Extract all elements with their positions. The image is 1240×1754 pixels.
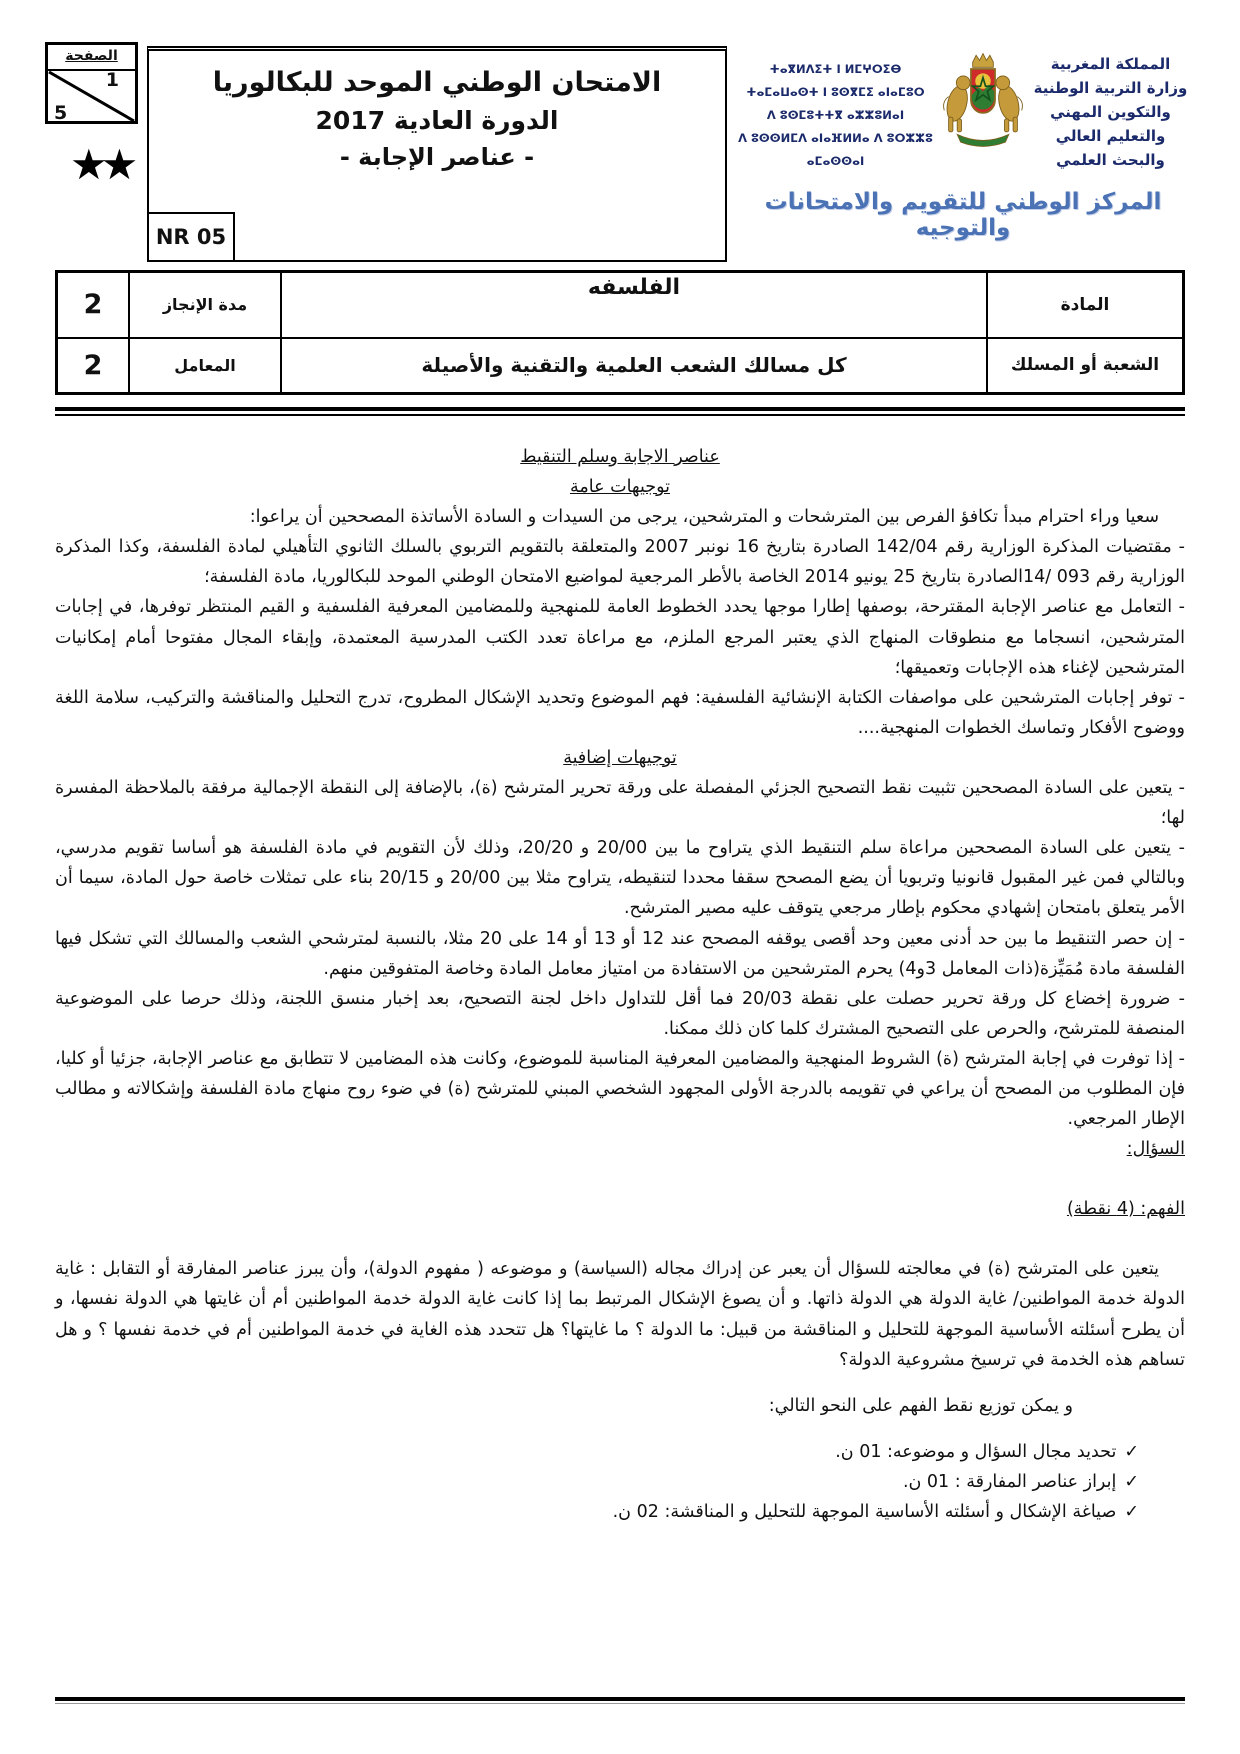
tifinagh-line: ⵜⴰⵎⴰⵡⴰⵙⵜ ⵏ ⵓⵙⴳⵎⵉ ⴰⵏⴰⵎⵓⵔ — [746, 85, 925, 99]
coefficient-value-cell: 2 — [57, 338, 130, 394]
page-footer-rule — [55, 1697, 1185, 1704]
page-fraction — [48, 71, 135, 122]
tifinagh-line: ⴷ ⵓⵙⵎⵓⵜⵜⴳ ⴰⵣⵣⵓⵍⴰⵏ — [766, 108, 905, 122]
checkmark-icon: ✓ — [1124, 1502, 1139, 1522]
page-total: 5 — [54, 102, 68, 124]
checklist-item-text: صياغة الإشكال و أسئلته الأساسية الموجهة للتحليل و المناقشة: 02 ن. — [612, 1502, 1117, 1522]
morocco-coat-of-arms-icon — [940, 48, 1026, 152]
ministry-line: وزارة التربية الوطنية — [1033, 79, 1188, 97]
paragraph-partial-marks: - يتعين على السادة المصححين تثبيت نقط التصحيح الجزئي المفصلة على ورقة تحرير المترشح (ة)، بالإضافة إلى النقطة الإجمالية مرفقة بالملاحظة المفسرة لها؛ — [55, 778, 1185, 829]
exam-title-line1: الامتحان الوطني الموحد للبكالوريا — [212, 67, 662, 98]
tifinagh-line: ⵜⴰⴳⵍⴷⵉⵜ ⵏ ⵍⵎⵖⵔⵉⴱ — [769, 62, 902, 76]
track-value-cell: كل مسالك الشعب العلمية والتقنية والأصيلة — [281, 338, 987, 394]
ministry-header-block — [733, 48, 1193, 241]
checklist-item-text: تحديد مجال السؤال و موضوعه: 01 ن. — [835, 1441, 1117, 1462]
page-label: الصفحة — [48, 45, 135, 71]
paragraph-comprehension: يتعين على المترشح (ة) في معالجته للسؤال أن يعبر عن إدراك مجاله (السياسة) و موضوعه ( مفهوم الدولة)، وأن يبرز عناصر المفارقة أو التقابل : غاية الدولة خدمة المواطنين/ غاية الدولة هي الدولة ذاتها. و أن يصوغ الإشكال المرتبط بما إذا كانت غاية الدولة خدمة المواطنين أم أن غايتها هي الدولة نفسها، و أن يطرح أسئلته الأساسية الموجهة للتحليل و المناقشة من قبيل: ما الدولة ؟ ما غايتها؟ هل تتحدد هذه الغاية في خدمة المواطنين أم في خدمة نفسها ؟ و هل تساهم هذه الخدمة في ترسيخ مشروعية الدولة؟ — [55, 1259, 1185, 1370]
tifinagh-line: ⴷ ⵓⵙⵙⵍⵎⴷ ⴰⵏⴰⴼⵍⵍⴰ ⴷ ⵓⵔⵣⵣⵓ ⴰⵎⴰⵙⵙⴰⵏ — [738, 131, 933, 168]
checklist-item — [55, 1497, 1139, 1527]
spacer — [55, 1375, 1185, 1391]
heading-comprehension-points: الفهم: (4 نقطة) — [1066, 1199, 1185, 1220]
table-row-track — [57, 338, 1184, 394]
table-row-subject — [57, 272, 1184, 338]
exam-title-line3: - عناصر الإجابة - — [339, 143, 535, 171]
section-heading-general-guidelines: توجيهات عامة — [570, 477, 670, 498]
paragraph-score-capping: - إن حصر التنقيط ما بين حد أدنى معين وحد أقصى يوقفه المصحح عند 12 أو 13 أو 14 على 20 مثلا، بالنسبة لمترشحي الشعب والمسالك التي تشكل فيها الفلسفة مادة مُمَيِّزة(ذات المعامل 3و4) يحرم المترشحين من الاستفادة من امتياز معامل المادة وخاصة المتفوقين منهم. — [55, 928, 1185, 979]
ministry-line: المملكة المغربية — [1050, 55, 1171, 73]
paragraph-points-distribution-intro: و يمكن توزيع نقط الفهم على النحو التالي: — [768, 1395, 1073, 1416]
paragraph-essay-specs: - توفر إجابات المترشحين على مواصفات الكتابة الإنشائية الفلسفية: فهم الموضوع وتحديد الإشكال المطروح، تدرج التحليل والمناقشة والتركيب، سلامة اللغة ووضوح الأفكار وتماسك الخطوات المنهجية.... — [55, 687, 1185, 738]
ministry-name-tifinagh — [733, 58, 938, 173]
subject-value-cell: الفلسفه — [281, 272, 987, 338]
coefficient-label-cell: المعامل — [129, 338, 281, 394]
exam-title-line2: الدورة العادية 2017 — [315, 106, 559, 135]
exam-info-table — [55, 270, 1185, 395]
subject-label-cell: المادة — [987, 272, 1184, 338]
difficulty-stars-icon: ★★ — [70, 140, 132, 189]
paragraph-grading-scale: - يتعين على السادة المصححين مراعاة سلم التنقيط الذي يتراوح ما بين 20/00 و 20/20، وذلك لأن التقويم في مادة الفلسفة هو أساسا تقويم مدرسي، وبالتالي فمن غير المقبول قانونيا وتربويا أن يضع المصحح سقفا محددا لتنقيطه، يتراوح مثلا بين 20/00 و 20/15 بناء على تمثلات خاصة حول المادة، سيما أن الأمر يتعلق بامتحان إشهادي محكوم بإطار مرجعي يتوقف عليه مصير المترشح. — [55, 838, 1186, 919]
header-separator-rule — [55, 407, 1185, 416]
points-checklist — [55, 1437, 1139, 1527]
duration-value-cell: 2 — [57, 272, 130, 338]
paragraph-answer-elements-frame: - التعامل مع عناصر الإجابة المقترحة، بوصفها إطارا موجها يحدد الخطوط العامة للمنهجية وللمضامين المعرفية الفلسفية و القيم المنتظر توفرها، في إجابات المترشحين، انسجاما مع منطوقات المنهاج الذي يعتبر المرجع الملزم، مع مراعاة تعدد الكتب المدرسية المعتمدة، وإبقاء المجال مفتوحا أمام إمكانيات المترشحين لإغناء هذه الإجابات وتعميقها؛ — [55, 597, 1185, 678]
exam-reference-code: NR 05 — [147, 212, 235, 262]
paragraph-intro: سعيا وراء احترام مبدأ تكافؤ الفرص بين المترشحات و المترشحين، يرجى من السيدات و السادة الأساتذة المصححين أن يراعوا: — [249, 507, 1159, 528]
checklist-item — [55, 1467, 1139, 1497]
checklist-item — [55, 1437, 1139, 1467]
track-label-cell: الشعبة أو المسلك — [987, 338, 1184, 394]
ministry-name-arabic — [1028, 52, 1193, 172]
paragraph-personal-effort: - إذا توفرت في إجابة المترشح (ة) الشروط المنهجية والمضامين المعرفية المناسبة للموضوع، وكانت هذه المضامين لا تتطابق مع عناصر الإجابة، جزئيا أو كليا، فإن المطلوب من المصحح أن يراعي في تقويمه بالدرجة الأولى المجهود الشخصي المبني للمترشح (ة) في ضوء روح منهاج مادة الفلسفة وإشكالاته و مطالب الإطار المرجعي. — [55, 1048, 1185, 1130]
checkmark-icon: ✓ — [1124, 1441, 1139, 1462]
paragraph-low-score-review: - ضرورة إخضاع كل ورقة تحرير حصلت على نقطة 20/03 فما أقل للتداول داخل لجنة التصحيح، بعد إخبار منسق اللجنة، وذلك حرصا على الموضوعية المنصفة للمترشح، والحرص على التصحيح المشترك كلما كان ذلك ممكنا. — [55, 988, 1185, 1039]
national-evaluation-center-name: المركز الوطني للتقويم والامتحانات والتوجيه — [764, 189, 1162, 241]
section-heading-main: عناصر الاجابة وسلم التنقيط — [520, 447, 720, 467]
page-number-box — [45, 42, 138, 124]
checkmark-icon: ✓ — [1124, 1471, 1139, 1492]
document-content — [55, 270, 1185, 1527]
spacer — [55, 1164, 1185, 1194]
checklist-item-text: إبراز عناصر المفارقة : 01 ن. — [902, 1471, 1117, 1492]
paragraph-ministerial-notes: - مقتضيات المذكرة الوزارية رقم 142/04 الصادرة بتاريخ 16 نونبر 2007 والمتعلقة بالتقويم التربوي بالسلك الثانوي التأهيلي لمادة الفلسفة، وكذا المذكرة الوزارية رقم 093 /14الصادرة بتاريخ 25 يونيو 2014 الخاصة بالأطر المرجعية لمواضيع الامتحان الوطني الموحد للبكالوريا، مادة الفلسفة؛ — [55, 537, 1185, 588]
duration-label-cell: مدة الإنجاز — [129, 272, 281, 338]
spacer — [55, 1224, 1185, 1254]
page-current: 1 — [105, 69, 119, 91]
heading-question: السؤال: — [1126, 1139, 1185, 1160]
spacer — [55, 1421, 1185, 1437]
ministry-line: والتعليم العالي والبحث العلمي — [1055, 127, 1166, 169]
answer-elements-body — [55, 442, 1185, 1527]
ministry-line: والتكوين المهني — [1050, 103, 1171, 121]
section-heading-extra-guidelines: توجيهات إضافية — [563, 747, 677, 768]
